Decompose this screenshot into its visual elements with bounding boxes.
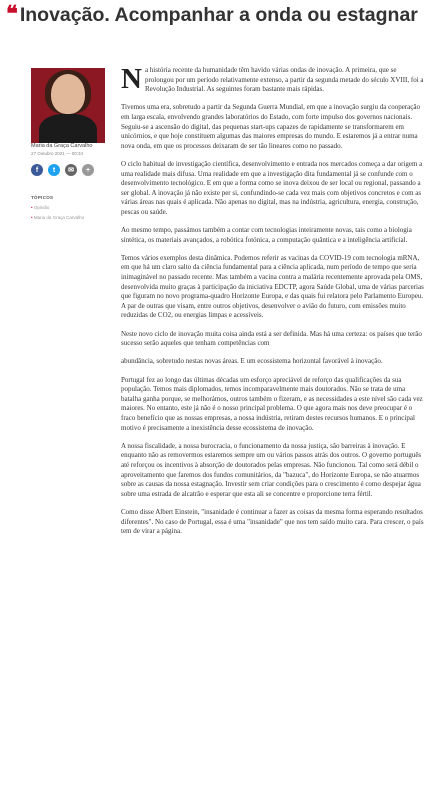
- article-paragraph: Tivemos uma era, sobretudo a partir da Segunda Guerra Mundial, em que a inovação surgiu da cooperação em larga escala, envolvendo grandes laboratórios do Estado, com forte impulso dos governos nacionais. Seguiu-se a ascensão do digital, das pequenas start-ups capazes de rapidamente se transformarem em unicórnios, e que hoje constituem algumas das maiores empresas do mundo. E estaremos já a entrar numa nova onda, em que os processos deixaram de ser tão lineares como no passado.: [121, 103, 420, 150]
- facebook-share-icon[interactable]: f: [31, 164, 43, 176]
- topic-link-opiniao[interactable]: • Opinião: [31, 205, 113, 210]
- article-paragraph: O ciclo habitual de investigação científica, desenvolvimento e entrada nos mercados começa a dar origem a uma realidade mais difusa. Uma realidade em que a investigação dita fundamental já se confunde com o desenvolvimento tecnológico. E em que a forma como se inova deixou de ser local ou regional, passando a ser global. A inovação já não existe per si, confundindo-se cada vez mais com objetivos concretos e com as várias áreas nas quais é aplicada. Não apenas no digital, mas na indústria, agricultura, energia, construção, pescas ou saúde.: [121, 159, 423, 216]
- topics-heading: TÓPICOS: [31, 195, 54, 200]
- drop-cap: N: [121, 63, 142, 95]
- article-title-text: Inovação. Acompanhar a onda ou estagnar: [19, 4, 418, 26]
- author-name[interactable]: Maria da Graça Carvalho: [31, 143, 93, 149]
- article-paragraph: A nossa fiscalidade, a nossa burocracia, o funcionamento da nossa justiça, são barreiras à inovação. E enquanto não as removermos estaremos sempre um ou vários passos atrás dos outros. O governo português até reforçou os incentivos à absorção de doutorados pelas empresas. Não funcionou. Tal como será débil o aproveitamento que faremos dos fundos comunitários, da "bazuca", do Horizonte Europa, se não atuarmos sobre as causas da nossa estagnação. Investir sem criar condições para o crescimento é como despejar água sobre uma estrada de alcatrão e esperar que esta ali se concentre e proporcione terra fértil.: [121, 441, 422, 498]
- article-paragraph: Como disse Albert Einstein, "insanidade é continuar a fazer as coisas da mesma forma esperando resultados diferentes". No caso de Portugal, essa é uma "insanidade" que nos tem saído muito cara. Para crescer, o país tem de virar a página.: [121, 507, 424, 536]
- article-paragraph: Ao mesmo tempo, passámos também a contar com tecnologias inteiramente novas, tais como a biologia sintética, os materiais avançados, a robótica fotónica, a computação quântica e a inteligência artificial.: [121, 226, 412, 244]
- topic-link-author[interactable]: • Maria da Graça Carvalho: [31, 215, 113, 220]
- publish-date: 27 Outubro 2021 — 00:34: [31, 151, 84, 156]
- article-paragraph: Na história recente da humanidade têm havido várias ondas de inovação. A primeira, que se prolongou por um período relativamente extenso, a partir da segunda metade do século XVIII, foi a Revolução Industrial. As seguintes foram bastante mais rápidas.: [121, 63, 424, 95]
- article-paragraph: Portugal fez ao longo das últimas décadas um esforço apreciável de reforço das qualificações da sua população. Temos mais diplomados, temos incomparavelmente mais doutorados. Não se trata de uma batalha ganha porque, se melhorámos, outros também o fizeram, e as necessidades a este nível são cada vez maiores. No entanto, este já não é o nosso principal problema. O que agora mais nos deve preocupar é o fraco benefício que as nossas empresas, a nossa indústria, retiram destes recursos humanos. E o principal motivo é precisamente a inexistência desse ecossistema de inovação.: [121, 375, 423, 432]
- email-share-icon[interactable]: ✉: [65, 164, 77, 176]
- article-body: [121, 63, 426, 545]
- article-paragraph: Temos vários exemplos desta dinâmica. Podemos referir as vacinas da COVID-19 com tecnologia mRNA, em que há um claro salto da ciência fundamental para a ciência aplicada, num período de tempo que seria inimaginável no passado recente. Mas também a vacina contra a malária recentemente aprovada pela OMS, desenvolvida muito graças à participação da iniciativa EDCTP, agora Saúde Global, uma de várias parcerias que figuram no novo programa-quadro Horizonte Europa, e das quais fui relatora pelo Parlamento Europeu. A par de outras que visam, entre outros objetivos, desenvolver o avião do futuro, com emissões muito reduzidas de CO2, ou energias limpas e acessíveis.: [121, 253, 424, 320]
- author-photo: [31, 68, 105, 143]
- quote-icon: ❝: [6, 1, 15, 27]
- more-share-icon[interactable]: +: [82, 164, 94, 176]
- article-title: [6, 1, 426, 27]
- twitter-share-icon[interactable]: t: [48, 164, 60, 176]
- article-paragraph: Neste novo ciclo de inovação muita coisa ainda está a ser definida. Mas há uma certeza: os países que terão sucesso serão aqueles que tenham competências com: [121, 329, 422, 348]
- share-buttons: [31, 164, 113, 176]
- article-paragraph: abundância, sobretudo nestas novas áreas. E um ecossistema horizontal favorável à inovação.: [121, 357, 383, 366]
- author-sidebar: [31, 68, 113, 220]
